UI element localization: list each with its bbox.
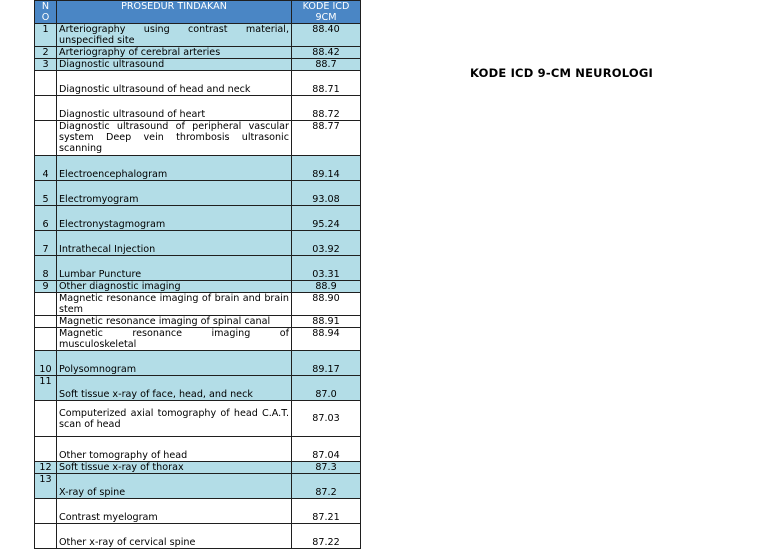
table-row xyxy=(35,316,361,328)
table-row xyxy=(35,376,361,401)
row-code: 88.71 xyxy=(292,71,361,96)
row-procedure: Soft tissue x-ray of thorax xyxy=(57,462,292,474)
row-procedure: Electroencephalogram xyxy=(57,156,292,181)
row-code: 88.94 xyxy=(292,328,361,351)
table-row xyxy=(35,293,361,316)
table-header-row xyxy=(35,1,361,24)
table-row xyxy=(35,121,361,156)
table-row xyxy=(35,328,361,351)
row-procedure: X-ray of spine xyxy=(57,474,292,499)
table-row xyxy=(35,71,361,96)
header-procedure: PROSEDUR TINDAKAN xyxy=(57,1,292,24)
row-procedure: Contrast myelogram xyxy=(57,499,292,524)
row-code: 95.24 xyxy=(292,206,361,231)
table-row xyxy=(35,24,361,47)
row-number xyxy=(35,401,57,437)
row-procedure: Arteriography of cerebral arteries xyxy=(57,47,292,59)
table-row xyxy=(35,499,361,524)
row-code: 89.17 xyxy=(292,351,361,376)
row-procedure: Computerized axial tomography of head C.A.T. scan of head xyxy=(57,401,292,437)
row-procedure: Arteriography using contrast material, unspecified site xyxy=(57,24,292,47)
row-code: 87.2 xyxy=(292,474,361,499)
table-row xyxy=(35,206,361,231)
table-row xyxy=(35,281,361,293)
row-procedure: Diagnostic ultrasound of head and neck xyxy=(57,71,292,96)
table-row xyxy=(35,351,361,376)
icd-procedure-table xyxy=(34,0,361,549)
row-code: 87.22 xyxy=(292,524,361,549)
row-code: 03.92 xyxy=(292,231,361,256)
row-procedure: Diagnostic ultrasound of heart xyxy=(57,96,292,121)
row-number: 9 xyxy=(35,281,57,293)
row-number: 3 xyxy=(35,59,57,71)
table-row xyxy=(35,256,361,281)
row-number xyxy=(35,316,57,328)
row-number: 10 xyxy=(35,351,57,376)
row-number xyxy=(35,293,57,316)
row-procedure: Diagnostic ultrasound of peripheral vascular system Deep vein thrombosis ultrasonic scanning xyxy=(57,121,292,156)
table-row xyxy=(35,462,361,474)
row-code: 88.77 xyxy=(292,121,361,156)
page-title: KODE ICD 9-CM NEUROLOGI xyxy=(470,66,653,80)
row-procedure: Magnetic resonance imaging of spinal canal xyxy=(57,316,292,328)
row-number xyxy=(35,437,57,462)
row-procedure: Intrathecal Injection xyxy=(57,231,292,256)
row-code: 03.31 xyxy=(292,256,361,281)
row-code: 88.7 xyxy=(292,59,361,71)
row-procedure: Magnetic resonance imaging of brain and brain stem xyxy=(57,293,292,316)
table-row xyxy=(35,181,361,206)
row-number: 1 xyxy=(35,24,57,47)
row-number: 6 xyxy=(35,206,57,231)
row-number: 2 xyxy=(35,47,57,59)
row-procedure: Electromyogram xyxy=(57,181,292,206)
row-code: 88.42 xyxy=(292,47,361,59)
header-code: KODE ICD 9CM xyxy=(292,1,361,24)
row-number: 5 xyxy=(35,181,57,206)
row-code: 88.40 xyxy=(292,24,361,47)
row-number xyxy=(35,96,57,121)
row-procedure: Soft tissue x-ray of face, head, and neck xyxy=(57,376,292,401)
table-row xyxy=(35,474,361,499)
row-procedure: Other tomography of head xyxy=(57,437,292,462)
row-number xyxy=(35,328,57,351)
row-procedure: Diagnostic ultrasound xyxy=(57,59,292,71)
row-code: 88.90 xyxy=(292,293,361,316)
row-procedure: Other x-ray of cervical spine xyxy=(57,524,292,549)
row-number: 13 xyxy=(35,474,57,499)
row-code: 88.91 xyxy=(292,316,361,328)
table-row xyxy=(35,59,361,71)
table-row xyxy=(35,96,361,121)
row-number xyxy=(35,524,57,549)
row-code: 88.9 xyxy=(292,281,361,293)
table-row xyxy=(35,231,361,256)
row-number xyxy=(35,121,57,156)
table-row xyxy=(35,524,361,549)
row-number: 12 xyxy=(35,462,57,474)
row-code: 87.04 xyxy=(292,437,361,462)
header-no: N O xyxy=(35,1,57,24)
row-number: 8 xyxy=(35,256,57,281)
row-code: 87.0 xyxy=(292,376,361,401)
row-code: 87.21 xyxy=(292,499,361,524)
row-code: 88.72 xyxy=(292,96,361,121)
row-procedure: Electronystagmogram xyxy=(57,206,292,231)
row-procedure: Polysomnogram xyxy=(57,351,292,376)
row-number: 11 xyxy=(35,376,57,401)
table-row xyxy=(35,401,361,437)
row-procedure: Magnetic resonance imaging of musculoskeletal xyxy=(57,328,292,351)
row-number: 7 xyxy=(35,231,57,256)
row-code: 87.03 xyxy=(292,401,361,437)
table-row xyxy=(35,156,361,181)
row-number: 4 xyxy=(35,156,57,181)
table-row xyxy=(35,47,361,59)
row-number xyxy=(35,499,57,524)
row-procedure: Other diagnostic imaging xyxy=(57,281,292,293)
row-code: 93.08 xyxy=(292,181,361,206)
table-row xyxy=(35,437,361,462)
row-number xyxy=(35,71,57,96)
row-procedure: Lumbar Puncture xyxy=(57,256,292,281)
row-code: 87.3 xyxy=(292,462,361,474)
row-code: 89.14 xyxy=(292,156,361,181)
